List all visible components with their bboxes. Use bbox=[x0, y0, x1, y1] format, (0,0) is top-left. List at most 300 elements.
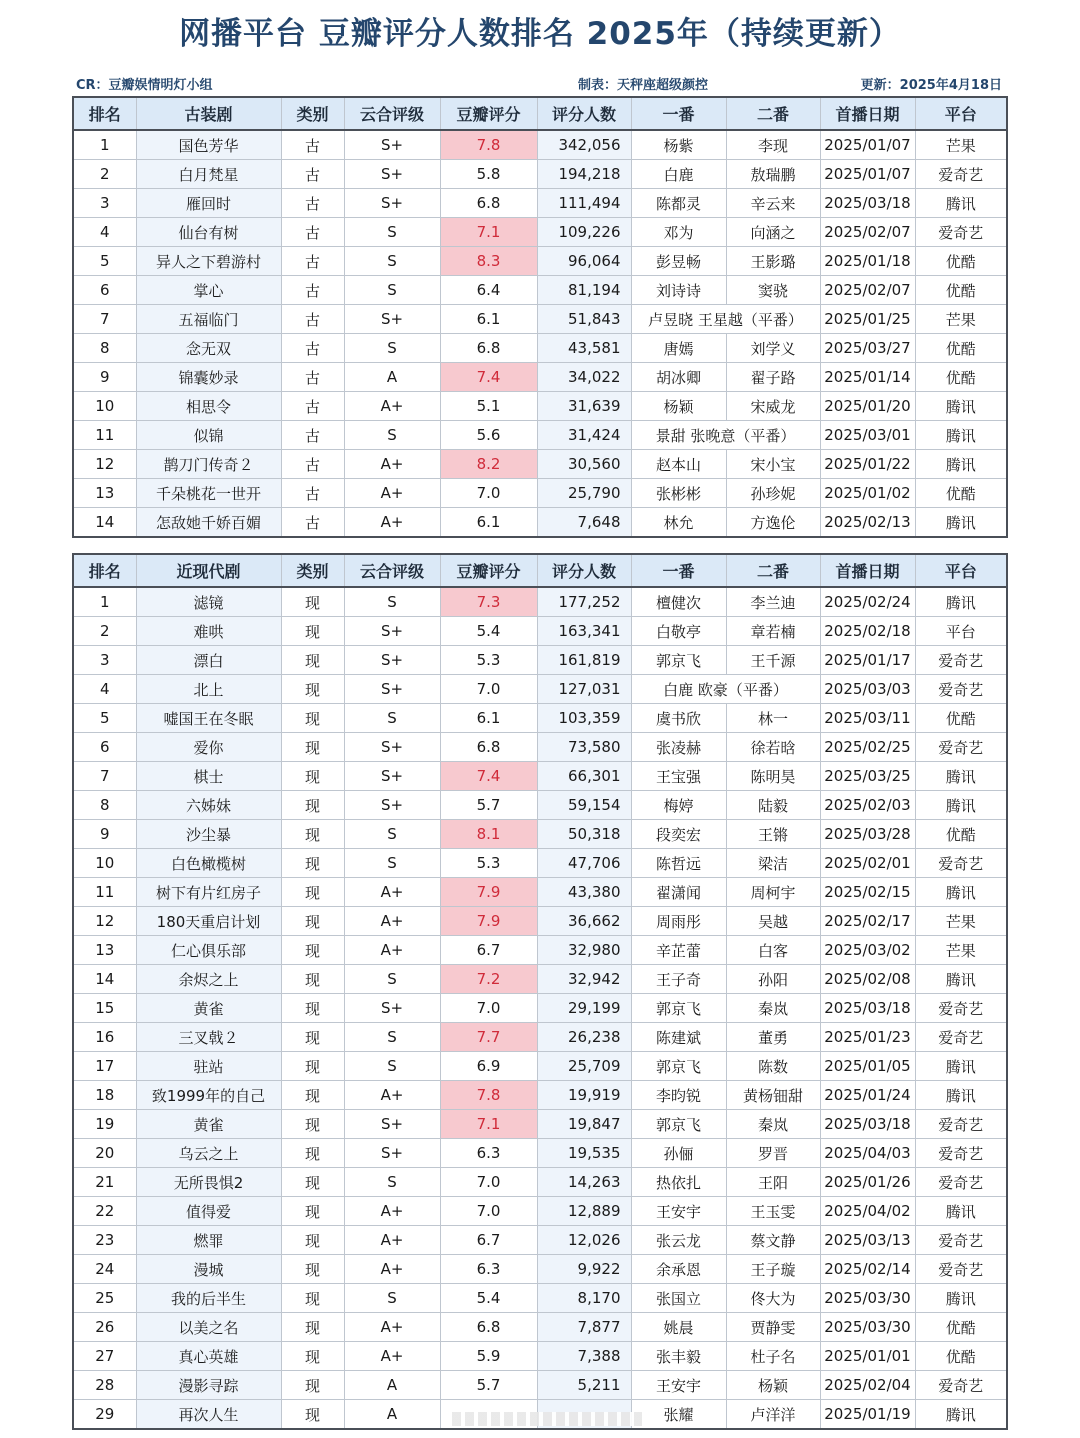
cell-yunhe-rating: S+ bbox=[344, 675, 440, 704]
cell-category: 现 bbox=[281, 1342, 344, 1371]
cell-rank: 4 bbox=[73, 218, 136, 247]
cell-premiere-date: 2025/01/25 bbox=[820, 305, 915, 334]
cell-rating-count: 36,662 bbox=[537, 907, 631, 936]
cell-second-actor: 方逸伦 bbox=[726, 508, 820, 538]
cell-douban-score: 7.7 bbox=[440, 1023, 537, 1052]
cell-second-actor: 窦骁 bbox=[726, 276, 820, 305]
cell-platform: 爱奇艺 bbox=[915, 1168, 1007, 1197]
cell-second-actor: 宋小宝 bbox=[726, 450, 820, 479]
cell-rating-count: 111,494 bbox=[537, 189, 631, 218]
cell-douban-score: 5.1 bbox=[440, 392, 537, 421]
table-row bbox=[73, 762, 1007, 791]
cell-category: 现 bbox=[281, 820, 344, 849]
cell-lead-actor: 张彬彬 bbox=[631, 479, 726, 508]
cell-lead-actor: 张丰毅 bbox=[631, 1342, 726, 1371]
cell-lead-actor: 白鹿 bbox=[631, 160, 726, 189]
cell-douban-score: 7.3 bbox=[440, 587, 537, 617]
cell-yunhe-rating: S bbox=[344, 587, 440, 617]
cell-douban-score: 7.0 bbox=[440, 1168, 537, 1197]
cell-rank: 15 bbox=[73, 994, 136, 1023]
cell-yunhe-rating: A bbox=[344, 363, 440, 392]
cell-title: 异人之下碧游村 bbox=[136, 247, 281, 276]
cell-title: 国色芳华 bbox=[136, 130, 281, 160]
cell-rating-count: 31,424 bbox=[537, 421, 631, 450]
column-header-title: 古装剧 bbox=[136, 97, 281, 130]
cell-second-actor: 向涵之 bbox=[726, 218, 820, 247]
cell-lead-actor: 王子奇 bbox=[631, 965, 726, 994]
cell-title: 锦囊妙录 bbox=[136, 363, 281, 392]
cell-title: 以美之名 bbox=[136, 1313, 281, 1342]
cell-title: 五福临门 bbox=[136, 305, 281, 334]
cell-douban-score: 7.4 bbox=[440, 762, 537, 791]
cell-rating-count: 32,980 bbox=[537, 936, 631, 965]
cell-category: 现 bbox=[281, 1081, 344, 1110]
cell-platform: 爱奇艺 bbox=[915, 1255, 1007, 1284]
cell-lead-actor: 陈都灵 bbox=[631, 189, 726, 218]
cell-douban-score: 5.7 bbox=[440, 791, 537, 820]
cell-rank: 20 bbox=[73, 1139, 136, 1168]
cell-premiere-date: 2025/03/30 bbox=[820, 1284, 915, 1313]
cell-yunhe-rating: S bbox=[344, 1052, 440, 1081]
cell-second-actor: 林一 bbox=[726, 704, 820, 733]
cell-douban-score: 7.0 bbox=[440, 994, 537, 1023]
table-header-row bbox=[73, 97, 1007, 130]
cell-lead-actor: 彭昱畅 bbox=[631, 247, 726, 276]
cell-category: 现 bbox=[281, 1139, 344, 1168]
cell-platform: 腾讯 bbox=[915, 1197, 1007, 1226]
cell-category: 现 bbox=[281, 733, 344, 762]
cell-rating-count: 43,581 bbox=[537, 334, 631, 363]
cell-rank: 28 bbox=[73, 1371, 136, 1400]
cell-second-actor: 徐若晗 bbox=[726, 733, 820, 762]
column-header-rating-count: 评分人数 bbox=[537, 97, 631, 130]
cell-platform: 爱奇艺 bbox=[915, 994, 1007, 1023]
table-row bbox=[73, 965, 1007, 994]
table-row bbox=[73, 421, 1007, 450]
cell-rank: 26 bbox=[73, 1313, 136, 1342]
table-row bbox=[73, 646, 1007, 675]
cell-rating-count: 29,199 bbox=[537, 994, 631, 1023]
cell-yunhe-rating: A+ bbox=[344, 1255, 440, 1284]
table-row bbox=[73, 363, 1007, 392]
cell-second-actor: 秦岚 bbox=[726, 1110, 820, 1139]
table-row bbox=[73, 1168, 1007, 1197]
cell-platform: 爱奇艺 bbox=[915, 218, 1007, 247]
cell-platform: 爱奇艺 bbox=[915, 1110, 1007, 1139]
cell-second-actor: 吴越 bbox=[726, 907, 820, 936]
cell-lead-actor: 姚晨 bbox=[631, 1313, 726, 1342]
cell-douban-score: 7.8 bbox=[440, 1081, 537, 1110]
cell-douban-score: 6.7 bbox=[440, 1226, 537, 1255]
cell-yunhe-rating: A+ bbox=[344, 1197, 440, 1226]
cell-category: 古 bbox=[281, 363, 344, 392]
cell-lead-actor: 白鹿 欧豪（平番） bbox=[631, 675, 820, 704]
table-row bbox=[73, 1052, 1007, 1081]
cell-lead-actor: 郭京飞 bbox=[631, 1110, 726, 1139]
cell-rank: 14 bbox=[73, 508, 136, 538]
cell-douban-score: 7.0 bbox=[440, 479, 537, 508]
cell-title: 北上 bbox=[136, 675, 281, 704]
table-row bbox=[73, 450, 1007, 479]
cell-title: 滤镜 bbox=[136, 587, 281, 617]
column-header-yunhe-rating: 云合评级 bbox=[344, 554, 440, 587]
cell-premiere-date: 2025/02/01 bbox=[820, 849, 915, 878]
cell-rank: 14 bbox=[73, 965, 136, 994]
cell-lead-actor: 张云龙 bbox=[631, 1226, 726, 1255]
column-header-rank: 排名 bbox=[73, 97, 136, 130]
cell-title: 燃罪 bbox=[136, 1226, 281, 1255]
cell-title: 沙尘暴 bbox=[136, 820, 281, 849]
cell-platform: 优酷 bbox=[915, 1342, 1007, 1371]
cell-platform: 芒果 bbox=[915, 305, 1007, 334]
cell-second-actor: 陈数 bbox=[726, 1052, 820, 1081]
cell-second-actor: 孙阳 bbox=[726, 965, 820, 994]
cell-second-actor: 王千源 bbox=[726, 646, 820, 675]
cell-platform: 腾讯 bbox=[915, 587, 1007, 617]
cell-rank: 7 bbox=[73, 762, 136, 791]
cell-second-actor: 秦岚 bbox=[726, 994, 820, 1023]
cell-rating-count: 43,380 bbox=[537, 878, 631, 907]
cell-rating-count: 177,252 bbox=[537, 587, 631, 617]
table-row bbox=[73, 791, 1007, 820]
cell-douban-score: 7.8 bbox=[440, 130, 537, 160]
cell-premiere-date: 2025/01/24 bbox=[820, 1081, 915, 1110]
cell-platform: 芒果 bbox=[915, 130, 1007, 160]
cell-rating-count: 50,318 bbox=[537, 820, 631, 849]
cell-douban-score: 6.8 bbox=[440, 189, 537, 218]
cell-rank: 5 bbox=[73, 704, 136, 733]
cell-second-actor: 辛云来 bbox=[726, 189, 820, 218]
cell-yunhe-rating: A+ bbox=[344, 1342, 440, 1371]
cell-second-actor: 杜子名 bbox=[726, 1342, 820, 1371]
cell-title: 仁心俱乐部 bbox=[136, 936, 281, 965]
cell-platform: 腾讯 bbox=[915, 965, 1007, 994]
cell-premiere-date: 2025/02/15 bbox=[820, 878, 915, 907]
cell-second-actor: 陈明昊 bbox=[726, 762, 820, 791]
cell-title: 我的后半生 bbox=[136, 1284, 281, 1313]
cell-platform: 腾讯 bbox=[915, 1081, 1007, 1110]
cell-title: 余烬之上 bbox=[136, 965, 281, 994]
credit-text: CR：豆瓣娱情明灯小组 bbox=[76, 78, 213, 93]
table-row bbox=[73, 1197, 1007, 1226]
cell-lead-actor: 李昀锐 bbox=[631, 1081, 726, 1110]
cell-rank: 4 bbox=[73, 675, 136, 704]
cell-title: 漂白 bbox=[136, 646, 281, 675]
cell-rank: 13 bbox=[73, 479, 136, 508]
cell-title: 真心英雄 bbox=[136, 1342, 281, 1371]
column-header-category: 类别 bbox=[281, 554, 344, 587]
cell-rank: 2 bbox=[73, 617, 136, 646]
cell-title: 雁回时 bbox=[136, 189, 281, 218]
cell-rank: 11 bbox=[73, 421, 136, 450]
cell-yunhe-rating: S bbox=[344, 276, 440, 305]
cell-rank: 8 bbox=[73, 791, 136, 820]
cell-lead-actor: 张耀 bbox=[631, 1400, 726, 1430]
cell-douban-score: 6.3 bbox=[440, 1255, 537, 1284]
cell-douban-score: 6.3 bbox=[440, 1139, 537, 1168]
cell-platform: 腾讯 bbox=[915, 1052, 1007, 1081]
cell-rank: 25 bbox=[73, 1284, 136, 1313]
cell-rating-count: 109,226 bbox=[537, 218, 631, 247]
cell-second-actor: 董勇 bbox=[726, 1023, 820, 1052]
cell-premiere-date: 2025/03/30 bbox=[820, 1313, 915, 1342]
cell-rank: 1 bbox=[73, 130, 136, 160]
cell-platform: 优酷 bbox=[915, 247, 1007, 276]
column-header-second-actor: 二番 bbox=[726, 554, 820, 587]
cell-second-actor: 杨颖 bbox=[726, 1371, 820, 1400]
cell-premiere-date: 2025/03/02 bbox=[820, 936, 915, 965]
cell-premiere-date: 2025/01/07 bbox=[820, 160, 915, 189]
cell-premiere-date: 2025/03/18 bbox=[820, 189, 915, 218]
table-row bbox=[73, 820, 1007, 849]
cell-premiere-date: 2025/02/08 bbox=[820, 965, 915, 994]
page-title: 网播平台 豆瓣评分人数排名 2025年（持续更新） bbox=[179, 16, 901, 52]
column-header-rating-count: 评分人数 bbox=[537, 554, 631, 587]
cell-yunhe-rating: S+ bbox=[344, 160, 440, 189]
cell-platform: 腾讯 bbox=[915, 791, 1007, 820]
cell-category: 古 bbox=[281, 160, 344, 189]
cell-lead-actor: 王安宇 bbox=[631, 1197, 726, 1226]
cell-douban-score: 6.7 bbox=[440, 936, 537, 965]
cell-title: 念无双 bbox=[136, 334, 281, 363]
cell-rank: 8 bbox=[73, 334, 136, 363]
cell-category: 现 bbox=[281, 1052, 344, 1081]
cell-lead-actor: 赵本山 bbox=[631, 450, 726, 479]
cell-title: 漫城 bbox=[136, 1255, 281, 1284]
cell-platform: 爱奇艺 bbox=[915, 160, 1007, 189]
cell-yunhe-rating: S bbox=[344, 247, 440, 276]
cell-lead-actor: 陈建斌 bbox=[631, 1023, 726, 1052]
cell-platform: 优酷 bbox=[915, 704, 1007, 733]
cell-yunhe-rating: A+ bbox=[344, 508, 440, 538]
cell-rating-count: 81,194 bbox=[537, 276, 631, 305]
cell-premiere-date: 2025/03/11 bbox=[820, 704, 915, 733]
cell-rank: 12 bbox=[73, 907, 136, 936]
cell-platform: 腾讯 bbox=[915, 189, 1007, 218]
cell-yunhe-rating: S bbox=[344, 218, 440, 247]
cell-rating-count: 25,709 bbox=[537, 1052, 631, 1081]
cell-yunhe-rating: A+ bbox=[344, 479, 440, 508]
table-row bbox=[73, 907, 1007, 936]
cell-rating-count: 161,819 bbox=[537, 646, 631, 675]
cell-second-actor: 陆毅 bbox=[726, 791, 820, 820]
cell-lead-actor: 余承恩 bbox=[631, 1255, 726, 1284]
cell-category: 现 bbox=[281, 1255, 344, 1284]
cell-yunhe-rating: A+ bbox=[344, 878, 440, 907]
table-row bbox=[73, 936, 1007, 965]
cell-rank: 9 bbox=[73, 363, 136, 392]
cell-premiere-date: 2025/01/18 bbox=[820, 247, 915, 276]
cell-rank: 3 bbox=[73, 646, 136, 675]
cell-second-actor: 佟大为 bbox=[726, 1284, 820, 1313]
column-header-premiere-date: 首播日期 bbox=[820, 97, 915, 130]
cell-platform: 爱奇艺 bbox=[915, 646, 1007, 675]
cell-rating-count: 31,639 bbox=[537, 392, 631, 421]
cell-yunhe-rating: S bbox=[344, 965, 440, 994]
cell-rating-count: 73,580 bbox=[537, 733, 631, 762]
cell-rating-count: 32,942 bbox=[537, 965, 631, 994]
cell-title: 黄雀 bbox=[136, 994, 281, 1023]
cell-title: 树下有片红房子 bbox=[136, 878, 281, 907]
column-header-second-actor: 二番 bbox=[726, 97, 820, 130]
cell-lead-actor: 卢昱晓 王星越（平番） bbox=[631, 305, 820, 334]
cell-rank: 21 bbox=[73, 1168, 136, 1197]
column-header-lead-actor: 一番 bbox=[631, 554, 726, 587]
cell-second-actor: 王影璐 bbox=[726, 247, 820, 276]
cell-lead-actor: 孙俪 bbox=[631, 1139, 726, 1168]
cell-platform: 腾讯 bbox=[915, 421, 1007, 450]
cell-premiere-date: 2025/03/03 bbox=[820, 675, 915, 704]
cell-douban-score: 7.9 bbox=[440, 907, 537, 936]
cell-platform: 爱奇艺 bbox=[915, 1226, 1007, 1255]
cell-title: 再次人生 bbox=[136, 1400, 281, 1430]
cell-rank: 23 bbox=[73, 1226, 136, 1255]
cell-douban-score: 5.3 bbox=[440, 646, 537, 675]
cell-category: 现 bbox=[281, 965, 344, 994]
cell-rating-count: 8,170 bbox=[537, 1284, 631, 1313]
cell-second-actor: 贾静雯 bbox=[726, 1313, 820, 1342]
cell-category: 现 bbox=[281, 1023, 344, 1052]
cell-category: 现 bbox=[281, 994, 344, 1023]
cell-category: 现 bbox=[281, 791, 344, 820]
cell-premiere-date: 2025/02/04 bbox=[820, 1371, 915, 1400]
cell-yunhe-rating: S+ bbox=[344, 762, 440, 791]
cell-rating-count: 19,847 bbox=[537, 1110, 631, 1139]
cell-yunhe-rating: S+ bbox=[344, 733, 440, 762]
cell-premiere-date: 2025/03/13 bbox=[820, 1226, 915, 1255]
cell-category: 现 bbox=[281, 1197, 344, 1226]
cell-title: 棋士 bbox=[136, 762, 281, 791]
cell-second-actor: 刘学义 bbox=[726, 334, 820, 363]
cell-category: 现 bbox=[281, 1110, 344, 1139]
cell-lead-actor: 郭京飞 bbox=[631, 994, 726, 1023]
cell-yunhe-rating: S bbox=[344, 849, 440, 878]
cell-douban-score: 7.4 bbox=[440, 363, 537, 392]
cell-category: 现 bbox=[281, 646, 344, 675]
cell-douban-score: 5.4 bbox=[440, 1284, 537, 1313]
table-row bbox=[73, 334, 1007, 363]
cell-platform: 爱奇艺 bbox=[915, 733, 1007, 762]
table-row bbox=[73, 994, 1007, 1023]
maker-text: 制表：天秤座超级颜控 bbox=[578, 78, 709, 93]
table-row bbox=[73, 704, 1007, 733]
cell-title: 白月梵星 bbox=[136, 160, 281, 189]
cell-yunhe-rating: S+ bbox=[344, 1110, 440, 1139]
cell-second-actor: 孙珍妮 bbox=[726, 479, 820, 508]
cell-second-actor: 黄杨钿甜 bbox=[726, 1081, 820, 1110]
cell-title: 难哄 bbox=[136, 617, 281, 646]
cell-lead-actor: 翟潇闻 bbox=[631, 878, 726, 907]
cell-yunhe-rating: S bbox=[344, 704, 440, 733]
column-header-platform: 平台 bbox=[915, 97, 1007, 130]
cell-platform: 腾讯 bbox=[915, 1284, 1007, 1313]
cell-category: 古 bbox=[281, 247, 344, 276]
cell-premiere-date: 2025/01/14 bbox=[820, 363, 915, 392]
cell-douban-score: 6.4 bbox=[440, 276, 537, 305]
cell-rank: 19 bbox=[73, 1110, 136, 1139]
table-row bbox=[73, 1110, 1007, 1139]
cell-rating-count: 163,341 bbox=[537, 617, 631, 646]
cell-rating-count: 14,263 bbox=[537, 1168, 631, 1197]
column-header-yunhe-rating: 云合评级 bbox=[344, 97, 440, 130]
cell-rating-count: 127,031 bbox=[537, 675, 631, 704]
cell-yunhe-rating: S bbox=[344, 1284, 440, 1313]
cell-second-actor: 李兰迪 bbox=[726, 587, 820, 617]
cell-platform: 优酷 bbox=[915, 334, 1007, 363]
cell-category: 古 bbox=[281, 130, 344, 160]
cell-yunhe-rating: A+ bbox=[344, 1081, 440, 1110]
table-row bbox=[73, 1284, 1007, 1313]
cell-second-actor: 翟子路 bbox=[726, 363, 820, 392]
table-row bbox=[73, 305, 1007, 334]
cell-yunhe-rating: S+ bbox=[344, 305, 440, 334]
cell-platform: 爱奇艺 bbox=[915, 849, 1007, 878]
cell-second-actor: 王锵 bbox=[726, 820, 820, 849]
cell-premiere-date: 2025/01/23 bbox=[820, 1023, 915, 1052]
cell-rating-count: 19,919 bbox=[537, 1081, 631, 1110]
cell-platform: 爱奇艺 bbox=[915, 1371, 1007, 1400]
table-row bbox=[73, 130, 1007, 160]
cell-lead-actor: 檀健次 bbox=[631, 587, 726, 617]
cell-lead-actor: 辛芷蕾 bbox=[631, 936, 726, 965]
cell-rank: 9 bbox=[73, 820, 136, 849]
column-header-douban-score: 豆瓣评分 bbox=[440, 97, 537, 130]
cell-rank: 10 bbox=[73, 849, 136, 878]
cell-rank: 6 bbox=[73, 733, 136, 762]
cell-douban-score: 5.6 bbox=[440, 421, 537, 450]
column-header-premiere-date: 首播日期 bbox=[820, 554, 915, 587]
cell-category: 古 bbox=[281, 218, 344, 247]
cell-douban-score: 5.4 bbox=[440, 617, 537, 646]
table-row bbox=[73, 479, 1007, 508]
cell-rank: 6 bbox=[73, 276, 136, 305]
cell-platform: 腾讯 bbox=[915, 762, 1007, 791]
cell-yunhe-rating: S bbox=[344, 820, 440, 849]
cell-douban-score: 8.3 bbox=[440, 247, 537, 276]
cell-douban-score: 6.8 bbox=[440, 733, 537, 762]
cell-category: 现 bbox=[281, 1400, 344, 1430]
table-row bbox=[73, 1139, 1007, 1168]
cell-douban-score: 7.0 bbox=[440, 1197, 537, 1226]
column-header-lead-actor: 一番 bbox=[631, 97, 726, 130]
cell-premiere-date: 2025/01/20 bbox=[820, 392, 915, 421]
cell-douban-score: 8.2 bbox=[440, 450, 537, 479]
cell-category: 现 bbox=[281, 936, 344, 965]
cell-yunhe-rating: A+ bbox=[344, 936, 440, 965]
cell-rating-count: 34,022 bbox=[537, 363, 631, 392]
cell-douban-score: 6.8 bbox=[440, 1313, 537, 1342]
cell-lead-actor: 刘诗诗 bbox=[631, 276, 726, 305]
table-row bbox=[73, 1226, 1007, 1255]
cell-title: 千朵桃花一世开 bbox=[136, 479, 281, 508]
table-row bbox=[73, 508, 1007, 538]
cell-yunhe-rating: S+ bbox=[344, 617, 440, 646]
table-row bbox=[73, 247, 1007, 276]
table-row bbox=[73, 160, 1007, 189]
cell-second-actor: 白客 bbox=[726, 936, 820, 965]
cell-rank: 2 bbox=[73, 160, 136, 189]
cell-category: 现 bbox=[281, 617, 344, 646]
cell-yunhe-rating: A bbox=[344, 1371, 440, 1400]
cell-yunhe-rating: S+ bbox=[344, 994, 440, 1023]
cell-rating-count: 47,706 bbox=[537, 849, 631, 878]
cell-douban-score: 5.7 bbox=[440, 1371, 537, 1400]
ancient-drama-table bbox=[72, 96, 1008, 538]
cell-yunhe-rating: S bbox=[344, 1168, 440, 1197]
cell-douban-score: 5.8 bbox=[440, 160, 537, 189]
cell-platform: 平台 bbox=[915, 617, 1007, 646]
cell-premiere-date: 2025/02/13 bbox=[820, 508, 915, 538]
